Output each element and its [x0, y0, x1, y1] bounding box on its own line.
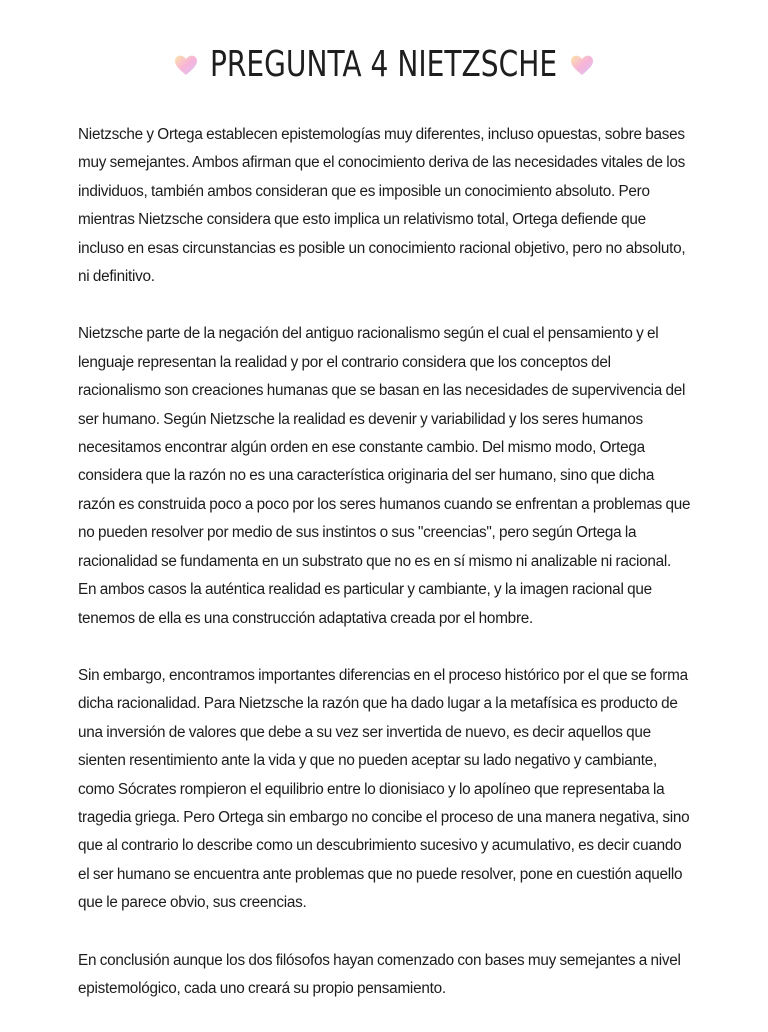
paragraph-differences: Sin embargo, encontramos importantes diferencias en el proceso histórico por el que se forma dicha racionalidad. Para Nietzsche la razón que ha dado lugar a la metafísica es producto de una inversión de valores que debe a su vez ser invertida de nuevo, es decir aquellos que sienten resentimiento ante la vida y que no pueden aceptar su lado negativo y cambiante, como Sócrates rompieron el equilibrio entre lo dionisiaco y lo apolíneo que representaba la tragedia griega. Pero Ortega sin embargo no concibe el proceso de una manera negativa, sino que al contrario lo describe como un descubrimiento sucesivo y acumulativo, es decir cuando el ser humano se encuentra ante problemas que no puede resolver, pone en cuestión aquello que le parece obvio, sus creencias.: [78, 666, 690, 912]
body-text: [78, 121, 692, 1032]
paragraph-conclusion: En conclusión aunque los dos filósofos hayan comenzado con bases muy semejantes a nivel epistemológico, cada uno creará su propio pensamiento.: [78, 951, 681, 997]
heart-icon: [569, 53, 595, 77]
paragraph-intro: Nietzsche y Ortega establecen epistemologías muy diferentes, incluso opuestas, sobre bases muy semejantes. Ambos afirman que el conocimiento deriva de las necesidades vitales de los individuos, también ambos consideran que es imposible un conocimiento absoluto. Pero mientras Nietzsche considera que esto implica un relativismo total, Ortega defiende que incluso en esas circunstancias es posible un conocimiento racional objetivo, pero no absoluto, ni definitivo.: [78, 126, 686, 286]
title-row: [0, 44, 768, 85]
page-title: PREGUNTA 4 NIETZSCHE: [210, 44, 558, 85]
heart-icon: [173, 53, 199, 77]
paragraph-similarities: Nietzsche parte de la negación del antiguo racionalismo según el cual el pensamiento y el lenguaje representan la realidad y por el contrario considera que los conceptos del racionalismo son creaciones humanas que se basan en las necesidades de supervivencia del ser humano. Según Nietzsche la realidad es devenir y variabilidad y los seres humanos necesitamos encontrar algún orden en ese constante cambio. Del mismo modo, Ortega considera que la razón no es una característica originaria del ser humano, sino que dicha razón es construida poco a poco por los seres humanos cuando se enfrentan a problemas que no pueden resolver por medio de sus instintos o sus "creencias", pero según Ortega la racionalidad se fundamenta en un substrato que no es en sí mismo ni analizable ni racional. En ambos casos la auténtica realidad es particular y cambiante, y la imagen racional que tenemos de ella es una construcción adaptativa creada por el hombre.: [78, 325, 691, 627]
